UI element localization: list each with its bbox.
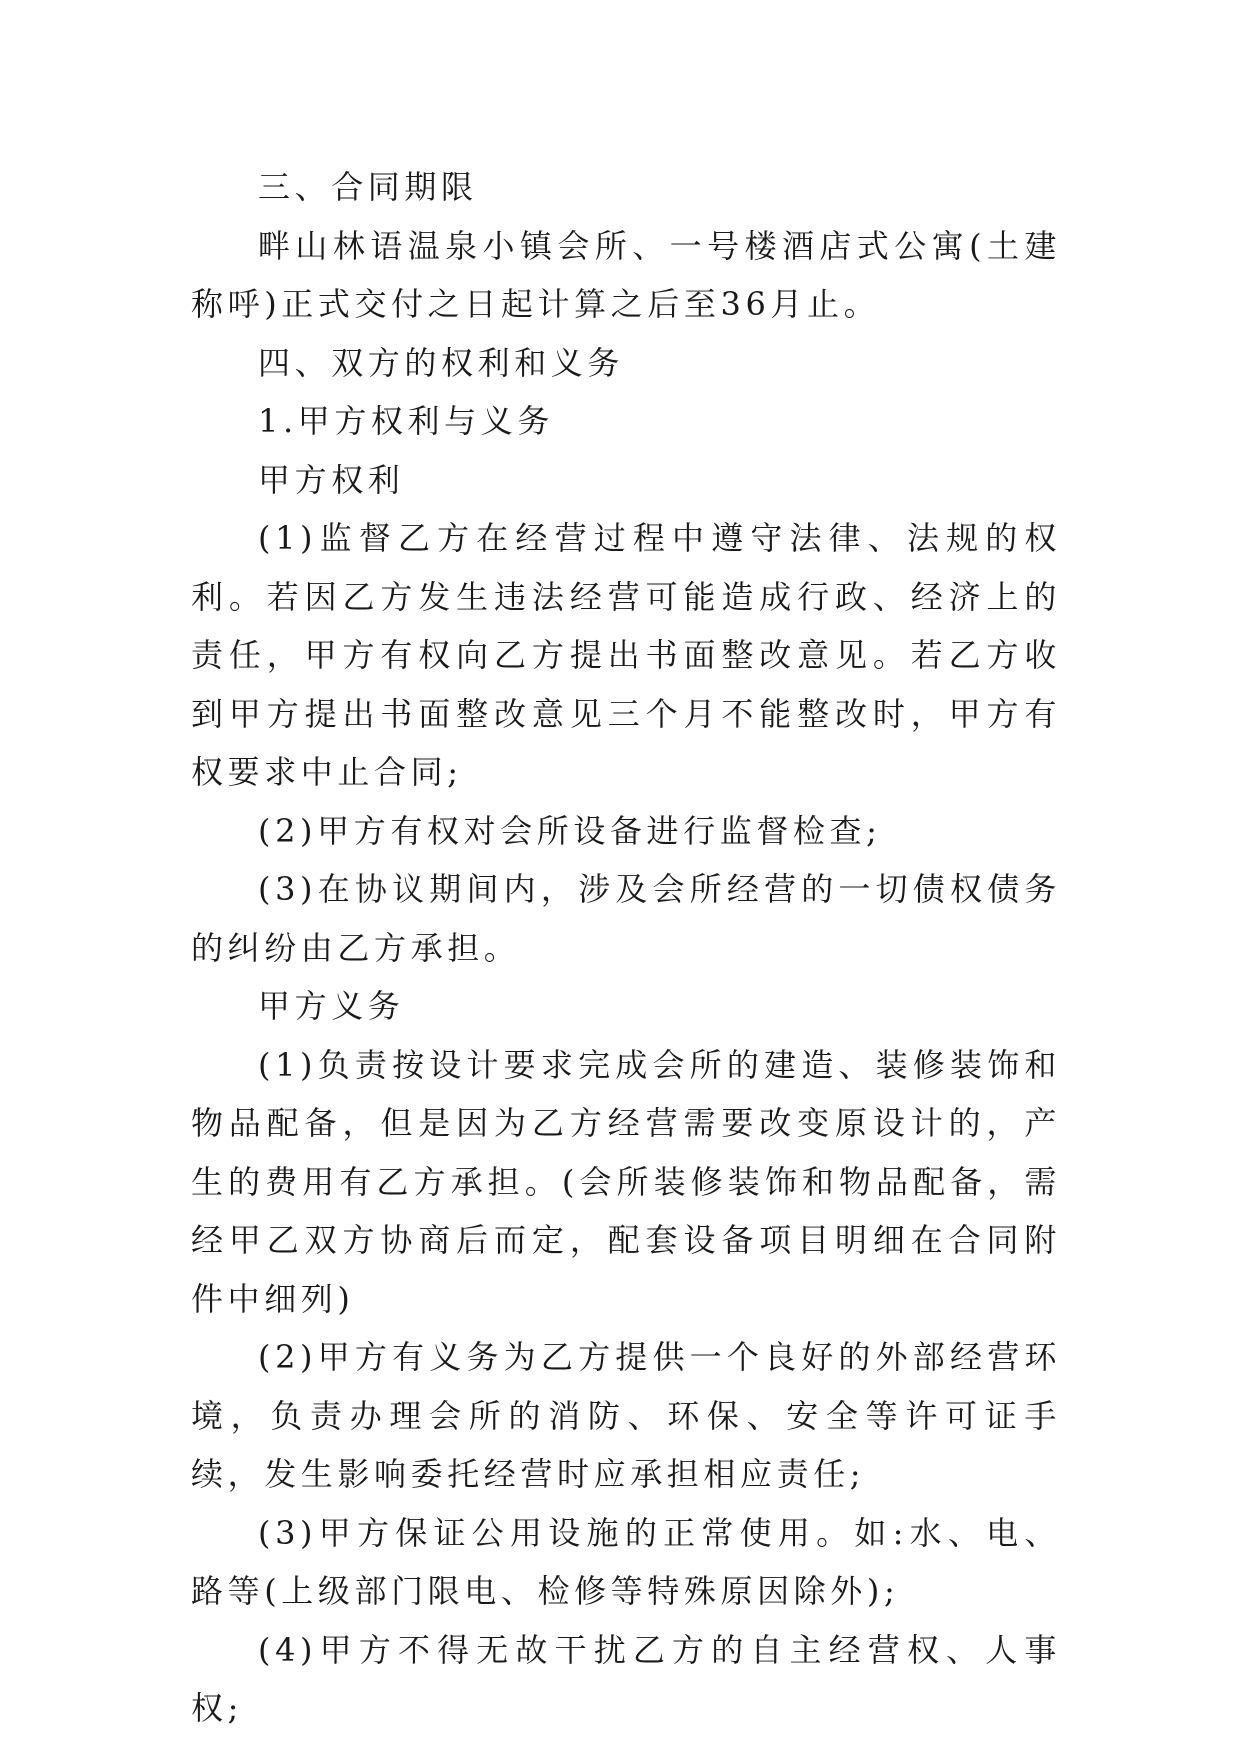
section-heading-contract-term: 三、合同期限 [258,168,478,206]
subheading-party-a-rights: 甲方权利 [258,460,405,499]
subheading-party-a-obligations: 甲方义务 [258,987,405,1025]
paragraph-right-3: (3)在协议期间内，涉及会所经营的一切债权债务的纠纷由乙方承担。 [191,870,1061,967]
paragraph-obligation-3: (3)甲方保证公用设施的正常使用。如:水、电、路等(上级部门限电、检修等特殊原因除外); [191,1513,1061,1610]
paragraph-right-2: (2)甲方有权对会所设备进行监督检查; [258,811,882,850]
paragraph-obligation-1: (1)负责按设计要求完成会所的建造、装修装饰和物品配备，但是因为乙方经营需要改变原设计的，产生的费用有乙方承担。(会所装修装饰和物品配备，需经甲乙双方协商后而定，配套设备项目明细在合同附件中细列) [191,1045,1061,1318]
paragraph-obligation-4: (4)甲方不得无故干扰乙方的自主经营权、人事权; [191,1630,1061,1727]
document-body [191,158,1061,1738]
paragraph-right-1: (1)监督乙方在经营过程中遵守法律、法规的权利。若因乙方发生违法经营可能造成行政、经济上的责任，甲方有权向乙方提出书面整改意见。若乙方收到甲方提出书面整改意见三个月不能整改时，甲方有权要求中止合同; [191,519,1061,791]
subsection-heading-party-a: 1.甲方权利与义务 [258,402,554,440]
paragraph-obligation-2: (2)甲方有义务为乙方提供一个良好的外部经营环境，负责办理会所的消防、环保、安全等许可证手续，发生影响委托经营时应承担相应责任; [191,1338,1061,1493]
paragraph-contract-term: 畔山林语温泉小镇会所、一号楼酒店式公寓(土建称呼)正式交付之日起计算之后至36月止。 [191,226,1061,323]
section-heading-rights-obligations: 四、双方的权利和义务 [258,343,625,382]
